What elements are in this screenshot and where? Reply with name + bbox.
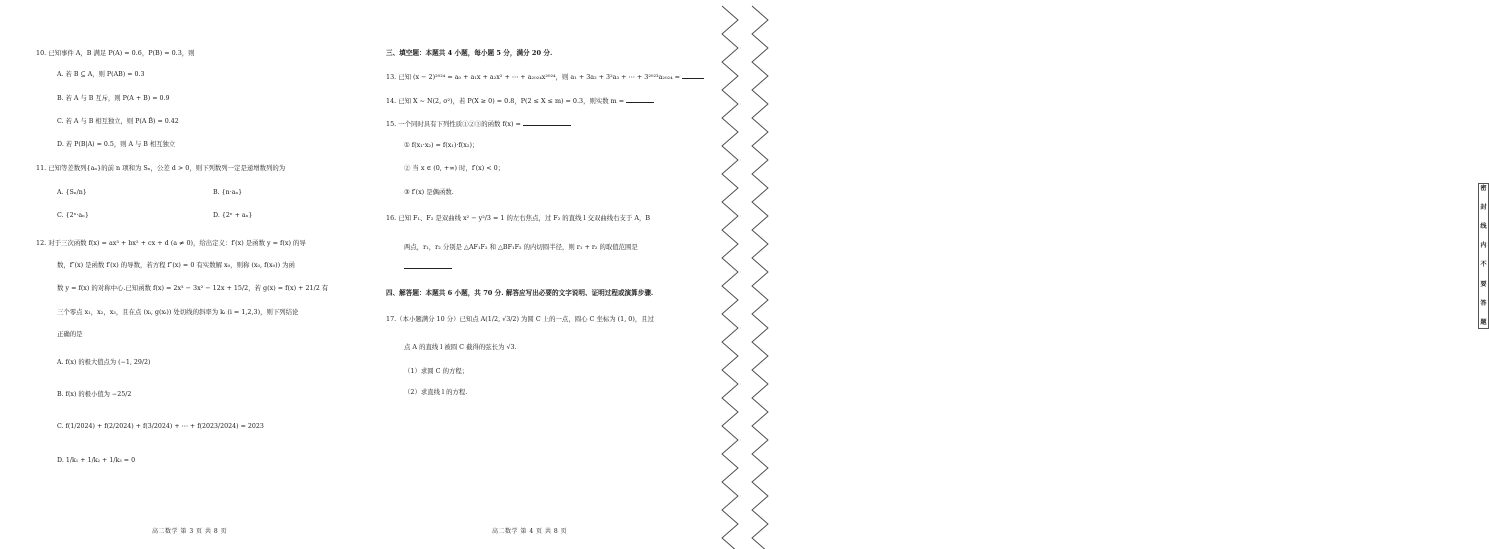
seal-char: 答 [1480,299,1487,307]
seal-zigzag-line [704,0,794,549]
question-12-line-2: 数，f″(x) 是函数 f′(x) 的导数，若方程 f″(x) = 0 有实数解 x₀，则称 (x₀, f(x₀)) 为函 [57,261,295,269]
question-17-line-2: 点 A 的直线 l 被圆 C 截得的弦长为 √3. [404,343,517,351]
question-12-line-3: 数 y = f(x) 的对称中心.已知函数 f(x) = 2x³ − 3x² − 12x + 15/2，若 g(x) = f(x) + 21/2 有 [57,284,329,292]
question-13 [386,72,704,80]
question-14 [386,96,654,104]
question-15-stem-row [386,119,571,127]
question-10-option-a: A. 若 B ⊆ A，则 P(AB) = 0.3 [57,71,145,78]
question-11-option-d: D. {2ⁿ + aₙ} [213,212,253,219]
question-15-stem: 15. 一个同时具有下列性质①②③的函数 f(x) = [386,120,521,128]
right-page [380,0,710,549]
question-10-option-d: D. 若 P(B|A) = 0.5，则 A 与 B 相互独立 [57,141,176,148]
question-16-line-2: 两点，r₁，r₂ 分别是 △AF₁F₂ 和 △BF₁F₂ 的内切圆半径，则 r₁ + r₂ 的取值范围是 [404,243,638,251]
question-12-line-5: 正确的是 [57,330,83,338]
section-4-heading: 四、解答题：本题共 6 小题，共 70 分. 解答应写出必要的文字说明、证明过程或演算步骤. [386,289,654,297]
question-12-option-a: A. f(x) 的极大值点为 (−1, 29/2) [57,359,151,366]
seal-char: 不 [1480,261,1487,269]
seal-char: 题 [1480,318,1487,326]
question-17-part-2: （2）求直线 l 的方程. [404,388,468,396]
answer-blank [682,72,704,79]
left-page [0,0,380,549]
seal-char: 内 [1480,242,1487,250]
question-15-property-1: ① f(x₁·x₂) = f(x₁)·f(x₂)； [404,141,479,149]
question-11-option-a: A. {Sₙ/n} [57,189,87,196]
question-11-option-c: C. {2ⁿ·aₙ} [57,212,89,219]
question-11-option-b: B. {n·aₙ} [213,189,243,196]
question-17-line-1: 17.（本小题满分 10 分）已知点 A(1/2, √3/2) 为圆 C 上的一点，圆心 C 坐标为 (1, 0)，且过 [386,315,654,323]
page-footer-left: 高二数学 第 3 页 共 8 页 [152,528,228,535]
question-12-line-4: 三个零点 x₁，x₂，x₃，且在点 (xᵢ, g(xᵢ)) 处切线的斜率为 kᵢ (i = 1,2,3)，则下列结论 [57,308,299,316]
answer-blank [523,119,571,126]
seal-char: 线 [1480,223,1487,231]
question-11-stem: 11. 已知等差数列{aₙ}的前 n 项和为 Sₙ，公差 d > 0，则下列数列一定是递增数列的为 [36,164,286,172]
question-14-text: 14. 已知 X ~ N(2, σ²)，若 P(X ≥ 0) = 0.8，P(2 ≤ X ≤ m) = 0.3，则实数 m = [386,97,625,105]
question-15-property-2: ② 当 x ∈ (0, +∞) 时，f′(x) < 0； [404,164,505,172]
question-17-part-1: （1）求圆 C 的方程； [404,367,469,375]
page-footer-right: 高二数学 第 4 页 共 8 页 [492,528,568,535]
seal-char: 封 [1480,204,1487,212]
answer-blank [404,262,452,270]
seal-notice [1478,183,1489,329]
question-12-option-c: C. f(1/2024) + f(2/2024) + f(3/2024) + ⋯ + f(2023/2024) = 2023 [57,423,264,430]
binding-strip [704,0,1487,549]
question-10-option-c: C. 若 A 与 B 相互独立，则 P(A B̄) = 0.42 [57,118,179,125]
answer-blank [626,96,654,103]
question-12-option-b: B. f(x) 的极小值为 −25/2 [57,391,132,398]
question-10-stem: 10. 已知事件 A，B 满足 P(A) = 0.6，P(B) = 0.3，则 [36,49,195,57]
question-10-option-b: B. 若 A 与 B 互斥，则 P(A + B) = 0.9 [57,95,170,102]
question-15-property-3: ③ f′(x) 是偶函数. [404,188,454,196]
question-13-text: 13. 已知 (x − 2)²⁰²⁴ = a₀ + a₁x + a₂x² + ⋯ + a₂₀₂₄x²⁰²⁴，则 a₁ + 3a₂ + 3²a₃ + ⋯ + 3²⁰²³a₂₀₂₄ = [386,73,681,81]
section-3-heading: 三、填空题：本题共 4 小题，每小题 5 分，满分 20 分. [386,49,553,57]
seal-char: 要 [1480,280,1487,288]
question-16-line-1: 16. 已知 F₁、F₂ 是双曲线 x² − y²/3 = 1 的左右焦点，过 F₂ 的直线 l 交双曲线右支于 A，B [386,214,651,222]
seal-char: 密 [1480,185,1487,192]
question-12-option-d: D. 1/k₁ + 1/k₂ + 1/k₃ = 0 [57,457,136,464]
question-12-line-1: 12. 对于三次函数 f(x) = ax³ + bx² + cx + d (a ≠ 0)，给出定义：f′(x) 是函数 y = f(x) 的导 [36,239,306,247]
